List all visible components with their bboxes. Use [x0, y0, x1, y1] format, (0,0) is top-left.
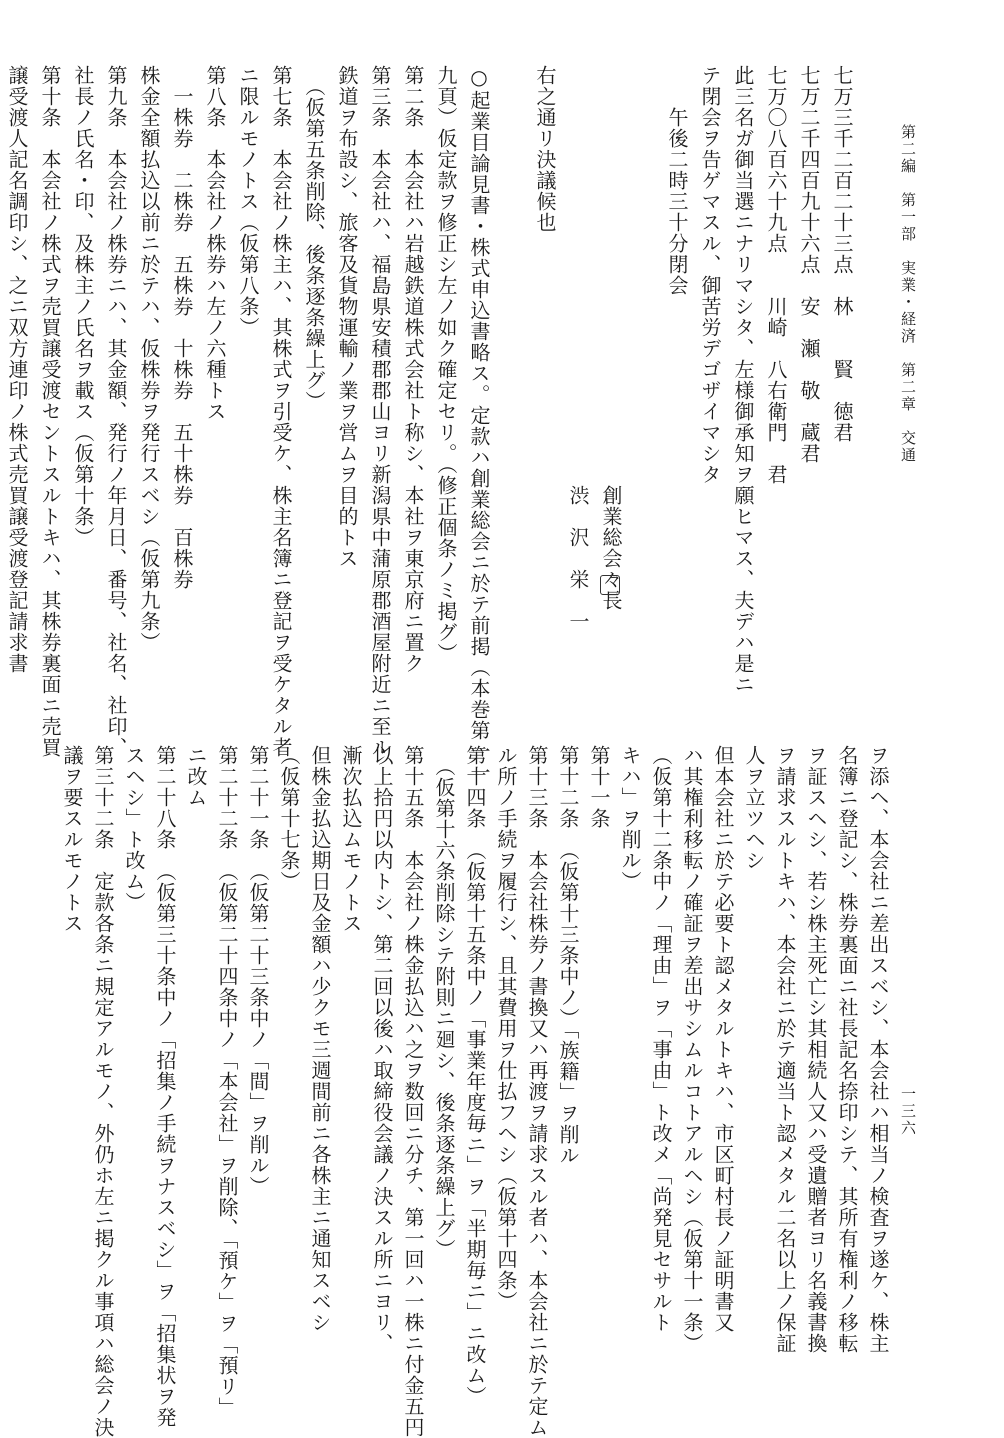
text-column: （仮第五条削除、後条逐条繰上グ） — [302, 65, 326, 412]
text-column: ヲ証スヘシ、若シ株主死亡シ其相続人又ハ受遺贈者ヨリ名義書換 — [804, 745, 828, 1354]
text-column: 漸次払込ムモノトス — [339, 745, 363, 934]
text-column: スヘシ」ト改ム） — [122, 745, 146, 913]
text-column: 第十条 本会社ノ株式ヲ売買譲受渡セントスルトキハ、其株券裏面ニ売買 — [38, 65, 62, 758]
text-column: 九頁）仮定款ヲ修正シ左ノ如ク確定セリ。（修正個条ノミ掲グ） — [434, 65, 458, 664]
text-column: 七万〇八百六十九点 川崎 八右衛門 君 — [764, 65, 788, 485]
text-column: 一株券 二株券 五株券 十株券 五十株券 百株券 — [170, 65, 194, 590]
text-column: 以上拾円以内トシ、第二回以後ハ取締役会議ノ決スル所ニヨリ、 — [370, 745, 394, 1354]
text-column: 社長ノ氏名・印、及株主ノ氏名ヲ載ス（仮第十条） — [71, 65, 95, 548]
text-column: 但株金払込期日及金額ハ少クモ三週間前ニ各株主ニ通知スベシ — [308, 745, 332, 1333]
text-column: ニ改ム — [184, 745, 208, 808]
text-column: 第二十八条 （仮第三十条中ノ「招集ノ手続ヲナスベシ」ヲ「招集状ヲ発 — [153, 745, 177, 1428]
text-column: ヲ請求スルトキハ、本会社ニ於テ適当ト認メタル二名以上ノ保証 — [773, 745, 797, 1354]
text-column: 株金全額払込以前ニ於テハ、仮株券ヲ発行スベシ（仮第九条） — [137, 65, 161, 653]
text-column: 第十五条 本会社ノ株金払込ハ之ヲ数回ニ分チ、第一回ハ一株ニ付金五円 — [401, 745, 425, 1438]
text-column: 第二十二条 （仮第二十四条中ノ「本会社」ヲ削除、「預ケ」ヲ「預リ」 — [215, 745, 239, 1418]
text-column: ○起業目論見書・株式申込書略ス。定款ハ創業総会ニ於テ前掲（本巻第一一 — [467, 65, 491, 783]
text-column: 右之通リ決議候也 — [533, 65, 557, 233]
seal-stamp — [600, 575, 620, 595]
text-column: 第三条 本会社ハ、福島県安積郡郡山ヨリ新潟県中蒲原郡酒屋附近ニ至ル — [368, 65, 392, 758]
text-column: 第三十二条 定款各条ニ規定アルモノ、外仍ホ左ニ掲クル事項ハ総会ノ決 — [91, 745, 115, 1438]
text-column: 議ヲ要スルモノトス — [60, 745, 84, 934]
text-column: 譲受渡人記名調印シ、之ニ双方連印ノ株式売買譲受渡登記請求書 — [5, 65, 29, 674]
text-column: 第十三条 本会社株券ノ書換又ハ再渡ヲ請求スル者ハ、本会社ニ於テ定ム — [525, 745, 549, 1438]
text-column: 人ヲ立ツヘシ — [742, 745, 766, 871]
text-column: 名簿ニ登記シ、株券裏面ニ社長記名捺印シテ、其所有権利ノ移転 — [835, 745, 859, 1354]
text-column: 第十二条 （仮第十三条中ノ）「族籍」ヲ削ル — [556, 745, 580, 1166]
text-column: 第二十一条 （仮第二十三条中ノ「間」ヲ削ル） — [246, 745, 270, 1197]
text-column: キハ」ヲ削ル） — [618, 745, 642, 892]
text-column: 創業総会々長 — [599, 65, 623, 611]
text-column: ル所ノ手続ヲ履行シ、且其費用ヲ仕払フヘシ（仮第十四条） — [494, 745, 518, 1312]
text-column: 此三名ガ御当選ニナリマシタ、左様御承知ヲ願ヒマス、夫デハ是ニ — [731, 65, 755, 695]
text-column: ヲ添ヘ、本会社ニ差出スベシ、本会社ハ相当ノ検査ヲ遂ケ、株主 — [866, 745, 890, 1354]
text-column: 午後二時三十分閉会 — [665, 65, 689, 296]
text-column: 但本会社ニ於テ必要ト認メタルトキハ、市区町村長ノ証明書又 — [711, 745, 735, 1333]
page-number: 一三六 — [899, 1086, 917, 1137]
text-column: （仮第十六条削除シテ附則ニ廻シ、後条逐条繰上グ） — [432, 745, 456, 1260]
text-column: ニ限ルモノトス（仮第八条） — [236, 65, 260, 338]
text-column: 渋 沢 栄 一 — [566, 65, 590, 632]
text-column: 第十四条 （仮第十五条中ノ「事業年度毎ニ」ヲ「半期毎ニ」ニ改ム） — [463, 745, 487, 1407]
text-column: 七万三千二百二十三点 林 賢 徳君 — [830, 65, 854, 443]
text-column: ハ其権利移転ノ確証ヲ差出サシムルコトアルヘシ（仮第十一条） — [680, 745, 704, 1354]
text-column: 第七条 本会社ノ株主ハ、其株式ヲ引受ケ、株主名簿ニ登記ヲ受ケタル者 — [269, 65, 293, 758]
text-column: （仮第十二条中ノ「理由」ヲ「事由」ト改メ「尚発見セサルト — [649, 745, 673, 1333]
text-column: 第九条 本会社ノ株券ニハ、其金額、発行ノ年月日、番号、社名、社印、 — [104, 65, 128, 758]
text-column: 第十一条 — [587, 745, 611, 829]
running-head: 第二編 第一部 実業・経済 第二章 交通 — [899, 124, 917, 464]
text-column: 七万二千四百九十六点 安 瀬 敬 蔵君 — [797, 65, 821, 464]
text-column: 鉄道ヲ布設シ、旅客及貨物運輸ノ業ヲ営ムヲ目的トス — [335, 65, 359, 569]
text-column: （仮第十七条） — [277, 745, 301, 892]
text-column: テ閉会ヲ告ゲマスル、御苦労デゴザイマシタ — [698, 65, 722, 485]
text-column: 第八条 本会社ノ株券ハ左ノ六種トス — [203, 65, 227, 422]
text-column: 第二条 本会社ハ岩越鉄道株式会社ト称シ、本社ヲ東京府ニ置ク — [401, 65, 425, 674]
